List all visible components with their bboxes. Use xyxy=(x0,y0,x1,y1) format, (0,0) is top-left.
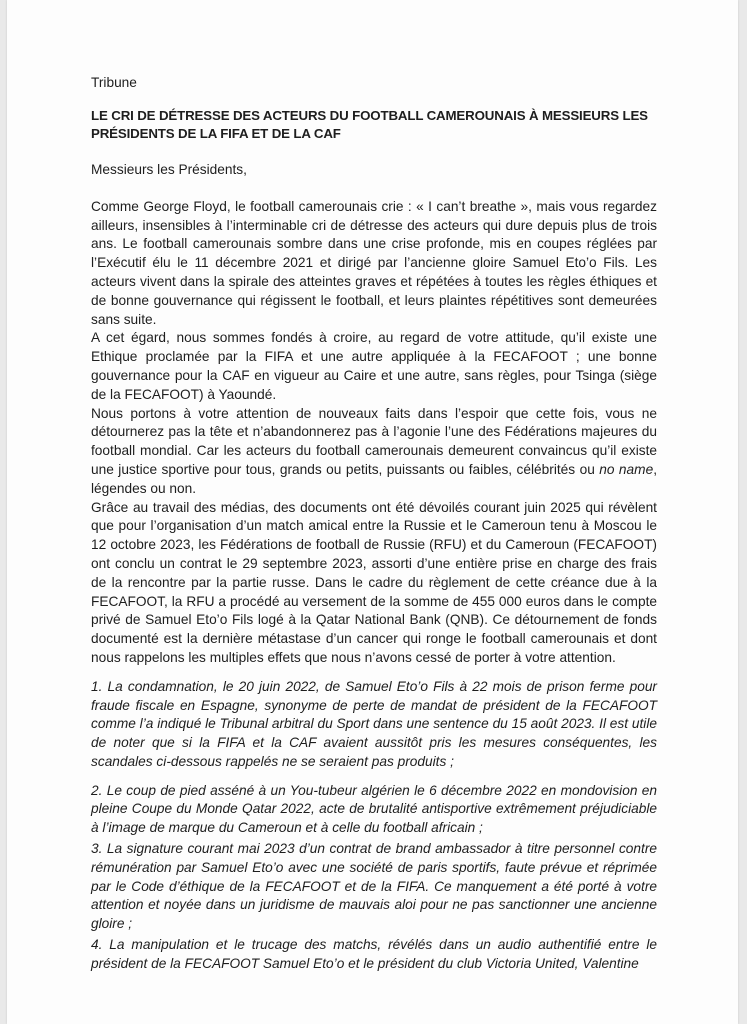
document-label: Tribune xyxy=(91,75,137,90)
paragraph-ethics: A cet égard, nous sommes fondés à croire, au regard de votre attitude, qu’il existe une Ethique proclamée par la FIFA et une autre appliquée à la FECAFOOT ; une bonne gouvernance pour la CAF en vigueur au Caire et une autre, sans règles, pour Tsinga (siège de la FECAFOOT) à Yaoundé. xyxy=(91,330,657,402)
document-title: LE CRI DE DÉTRESSE DES ACTEURS DU FOOTBALL CAMEROUNAIS À MESSIEURS LES PRÉSIDENTS DE LA FIFA ET DE LA CAF xyxy=(91,107,648,142)
paragraph-media-revelations: Grâce au travail des médias, des documents ont été dévoilés courant juin 2025 qui révèlent que pour l’organisation d’un match amical entre la Russie et le Cameroun tenu à Moscou le 12 octobre 2023, les Fédérations de football de Russie (RFU) et du Cameroun (FECAFOOT) ont conclu un contrat le 29 septembre 2023, assorti d’une entière prise en charge des frais de la rencontre par la partie russe. Dans le cadre du règlement de cette créance due à la FECAFOOT, la RFU a procédé au versement de la somme de 455 000 euros dans le compte privé de Samuel Eto’o Fils logé à la Qatar National Bank (QNB). Ce détournement de fonds documenté est la dernière métastase d’un cancer qui ronge le football camerounais et dont nous rappelons les multiples effets que nous n’avons cessé de porter à votre attention. xyxy=(91,499,657,665)
list-item: 4. La manipulation et le trucage des matchs, révélés dans un audio authentifié entre le président de la FECAFOOT Samuel Eto’o et le président du club Victoria United, Valentine xyxy=(91,937,657,971)
salutation: Messieurs les Présidents, xyxy=(91,161,247,177)
paragraph-text: , légendes ou non. xyxy=(91,461,657,496)
list-item: 1. La condamnation, le 20 juin 2022, de Samuel Eto’o Fils à 22 mois de prison ferme pour fraude fiscale en Espagne, synonyme de perte de mandat de président de la FECAFOOT comme l’a indiqué le Tribunal arbitral du Sport dans une sentence du 15 août 2023. Il est utile de noter que si la FIFA et la CAF avaient aussitôt pris les mesures conséquentes, les scandales ci-dessous rappelés ne se seraient pas produits ; xyxy=(91,678,657,769)
paragraph-text: Nous portons à votre attention de nouveaux faits dans l’espoir que cette fois, vous ne détournerez pas la tête et n’abandonnerez pas à l’agonie l’une des Fédérations majeures du football mondial. Car les acteurs du football camerounais demeurent convaincus qu’il existe une justice sportive pour tous, grands ou petits, puissants ou faibles, célébrités ou xyxy=(91,405,657,477)
document-content xyxy=(91,74,657,974)
list-item: 3. La signature courant mai 2023 d’un contrat de brand ambassador à titre personnel contre rémunération par Samuel Eto’o avec une société de paris sportifs, faute prévue et réprimée par le Code d’éthique de la FECAFOOT et de la FIFA. Ce manquement a été porté à votre attention et noyée dans un juridisme de mauvais aloi pour ne pas sanctionner une ancienne gloire ; xyxy=(91,841,657,932)
paragraph-new-facts xyxy=(91,405,657,499)
italic-phrase: no name xyxy=(599,461,654,477)
paragraph-intro: Comme George Floyd, le football camerounais crie : « I can’t breathe », mais vous regardez ailleurs, insensibles à l’interminable cri de détresse des acteurs qui dure depuis plus de trois ans. Le football camerounais sombre dans une crise profonde, mis en coupes réglées par l’Exécutif élu le 11 décembre 2021 et dirigé par l’ancienne gloire Samuel Eto’o Fils. Les acteurs vivent dans la spirale des atteintes graves et répétées à toutes les règles éthiques et de bonne gouvernance qui régissent le football, et leurs plaintes répétitives sont demeurées sans suite. xyxy=(91,198,657,327)
list-item: 2. Le coup de pied asséné à un You-tubeur algérien le 6 décembre 2022 en mondovision en pleine Coupe du Monde Qatar 2022, acte de brutalité antisportive extrêmement préjudiciable à l’image de marque du Cameroun et à celle du football africain ; xyxy=(91,782,657,836)
document-page xyxy=(7,0,738,1024)
